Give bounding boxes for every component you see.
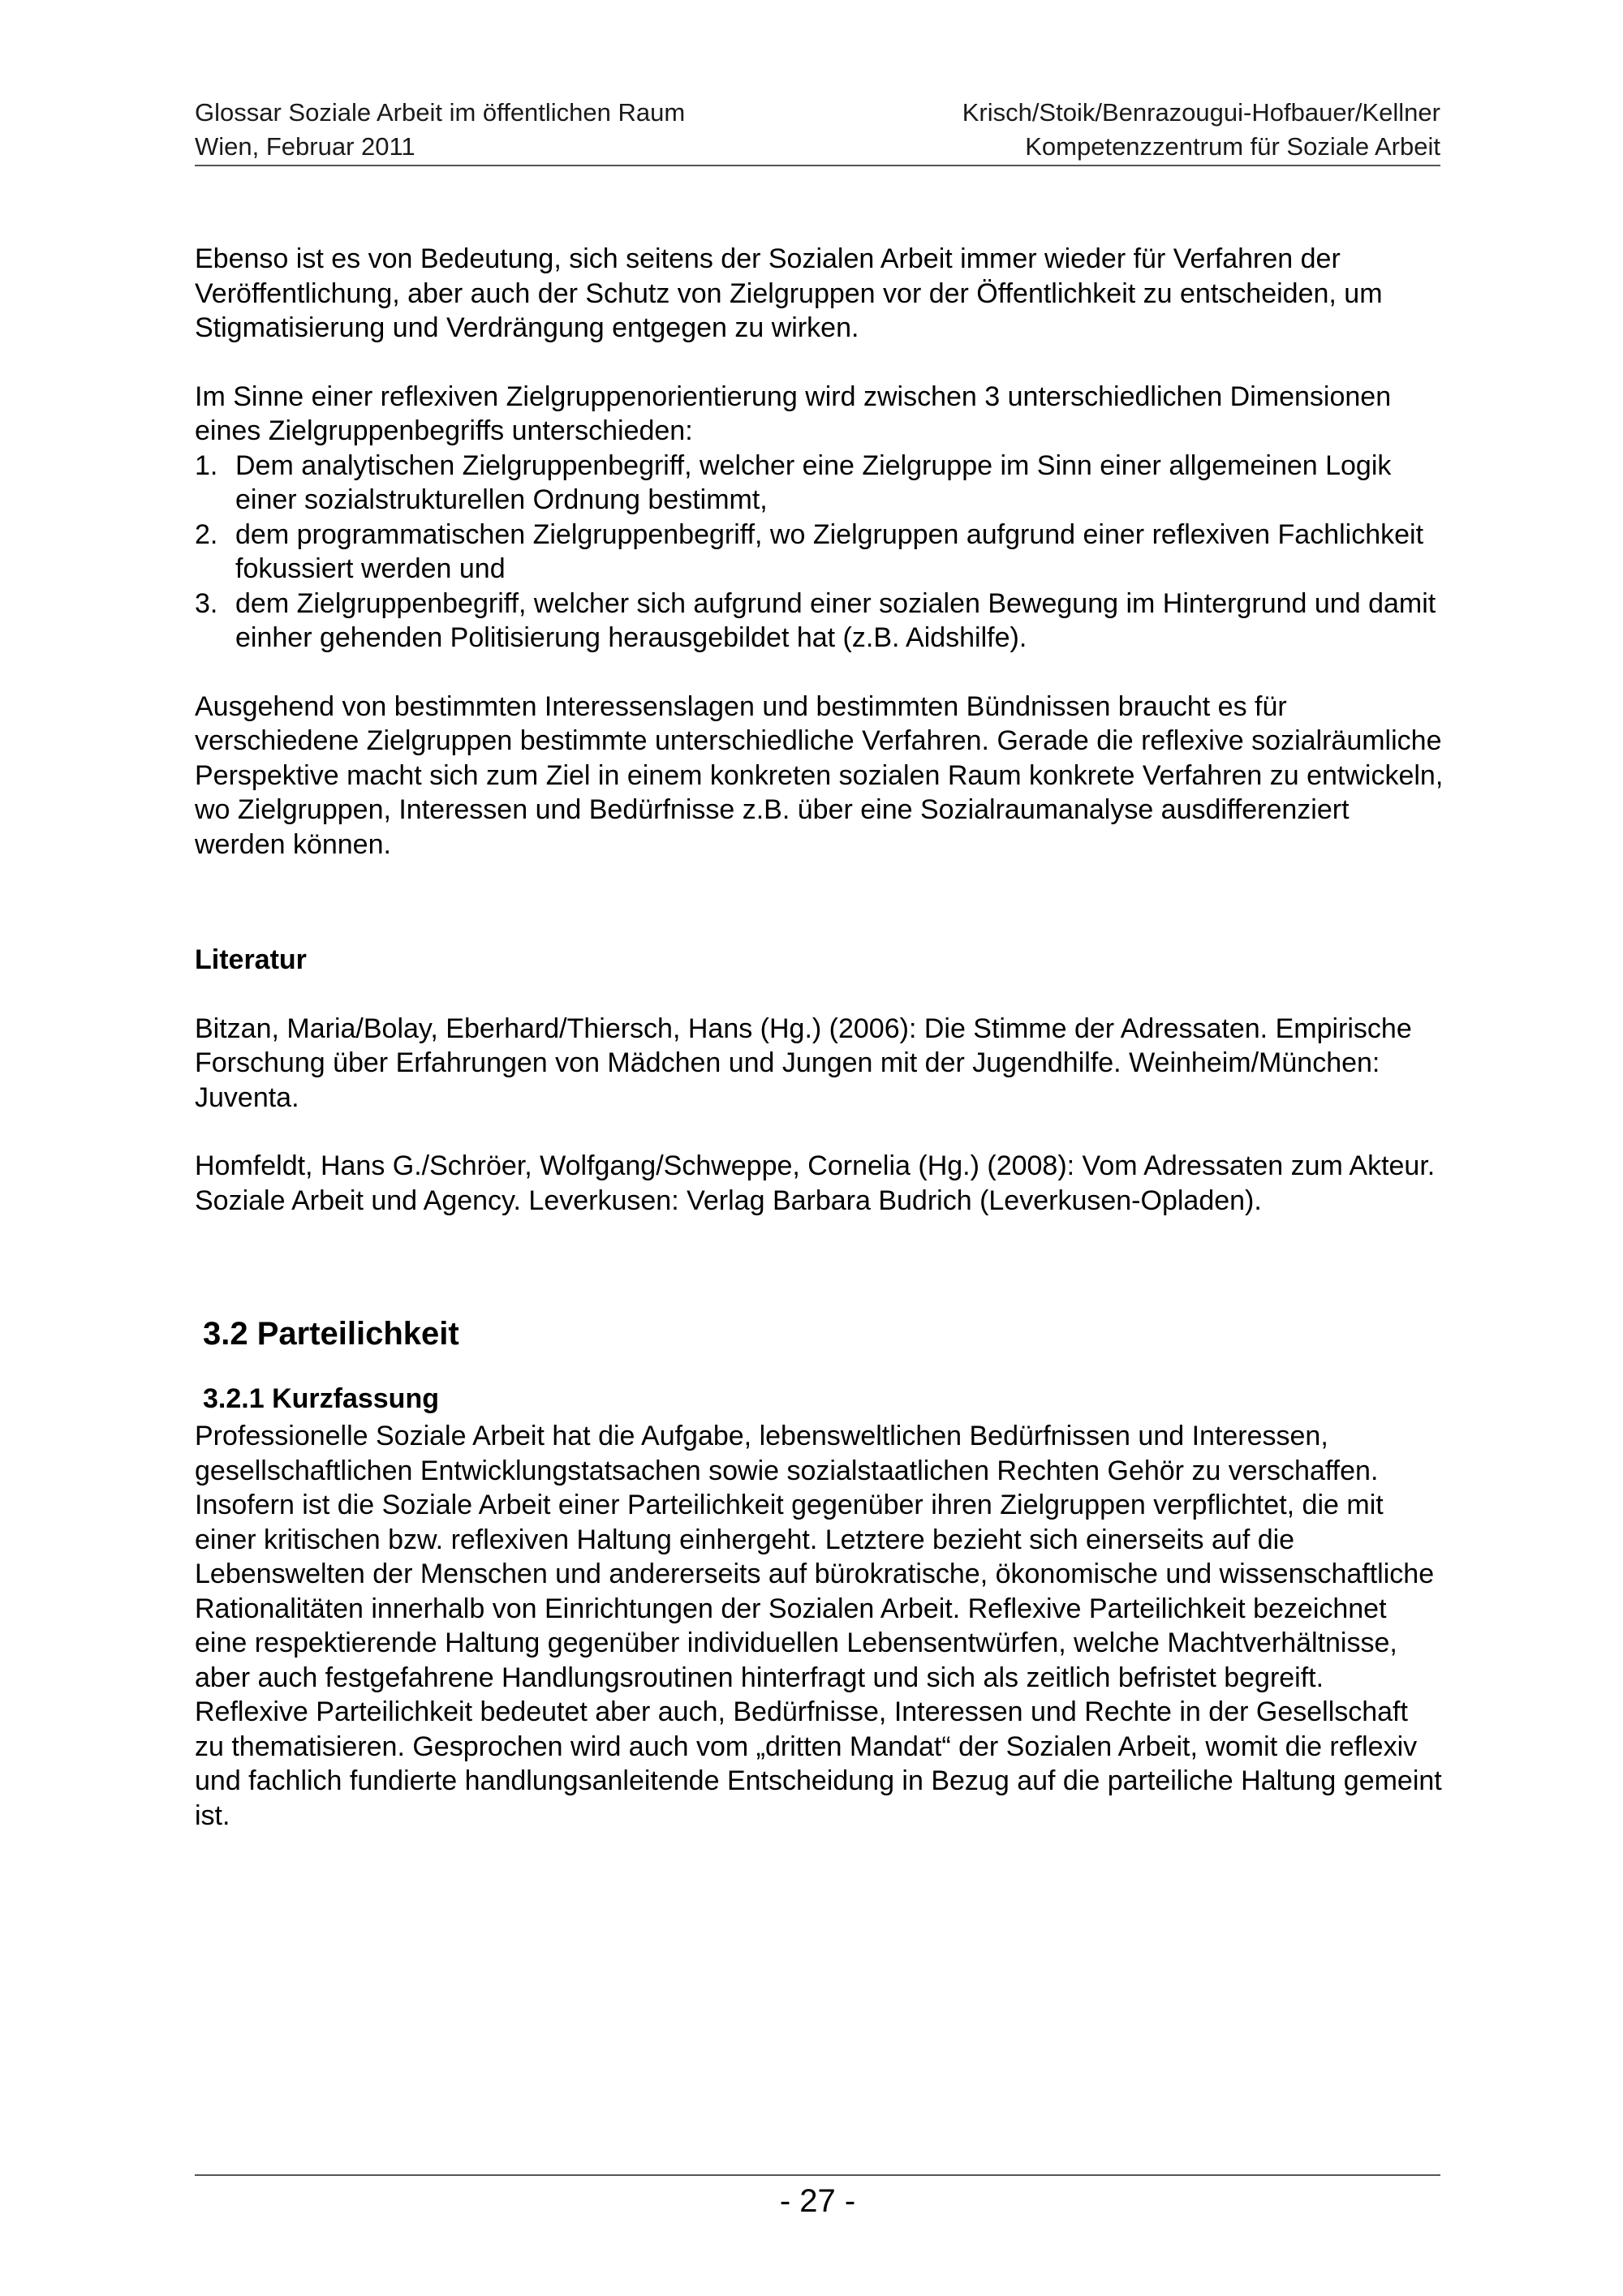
- header-title: Glossar Soziale Arbeit im öffentlichen Raum: [195, 98, 686, 127]
- list-item-number: 1.: [195, 449, 218, 481]
- paragraph-publicity: Ebenso ist es von Bedeutung, sich seitens der Sozialen Arbeit immer wieder für Verfahren der Veröffentlichung, aber auch der Schutz von Zielgruppen vor der Öffentlichkeit zu entscheiden, um Stigmatisierung und Verdrängung entgegen zu wirken.: [195, 243, 1383, 343]
- target-group-dimensions-list: [195, 449, 1444, 656]
- list-item-text: dem Zielgruppenbegriff, welcher sich aufgrund einer sozialen Bewegung im Hintergrund und damit einher gehenden Politisierung herausgebildet hat (z.B. Aidshilfe).: [235, 587, 1436, 653]
- list-item-number: 2.: [195, 518, 218, 550]
- section-summary-text: Professionelle Soziale Arbeit hat die Aufgabe, lebensweltlichen Bedürfnissen und Interessen, gesellschaftlichen Entwicklungstatsachen sowie sozialstaatlichen Rechten Gehör zu verschaffen. Insofern ist die Soziale Arbeit einer Parteilichkeit gegenüber ihren Zielgruppen verpflichtet, die mit einer kritischen bzw. reflexiven Haltung einhergeht. Letztere bezieht sich einerseits auf die Lebenswelten der Menschen und andererseits auf bürokratische, ökonomische und wissenschaftliche Rationalitäten innerhalb von Einrichtungen der Sozialen Arbeit. Reflexive Parteilichkeit bezeichnet eine respektierende Haltung gegenüber individuellen Lebensentwürfen, welche Machtverhältnisse, aber auch festgefahrene Handlungsroutinen hinterfragt und sich als zeitlich befristet begreift. Reflexive Parteilichkeit bedeutet aber auch, Bedürfnisse, Interessen und Rechte in der Gesellschaft zu thematisieren. Gesprochen wird auch vom „dritten Mandat“ der Sozialen Arbeit, womit die reflexiv und fachlich fundierte handlungsanleitende Entscheidung in Bezug auf die parteiliche Haltung gemeint ist.: [195, 1421, 1442, 1831]
- page-body: [195, 242, 1444, 1833]
- literature-heading: Literatur: [195, 944, 307, 975]
- list-item: [195, 518, 1444, 587]
- header-divider: [195, 165, 1440, 166]
- list-item-text: dem programmatischen Zielgruppenbegriff, wo Zielgruppen aufgrund einer reflexiven Fachlichkeit fokussiert werden und: [235, 518, 1424, 584]
- paragraph-procedures: Ausgehend von bestimmten Interessenslagen und bestimmten Bündnissen braucht es für verschiedene Zielgruppen bestimmte unterschiedliche Verfahren. Gerade die reflexive sozialräumliche Perspektive macht sich zum Ziel in einem konkreten sozialen Raum konkrete Verfahren zu entwickeln, wo Zielgruppen, Interessen und Bedürfnisse z.B. über eine Sozialraumanalyse ausdifferenziert werden können.: [195, 690, 1444, 860]
- list-item: [195, 587, 1444, 656]
- paragraph-target-groups-intro: Im Sinne einer reflexiven Zielgruppenorientierung wird zwischen 3 unterschiedlichen Dimensionen eines Zielgruppenbegriffs unterschieden:: [195, 381, 1392, 446]
- section-heading: 3.2 Parteilichkeit: [203, 1316, 459, 1352]
- subsection-heading: 3.2.1 Kurzfassung: [203, 1383, 439, 1414]
- header-right: [962, 96, 1440, 164]
- footer-divider: [195, 2174, 1440, 2176]
- literature-reference: Bitzan, Maria/Bolay, Eberhard/Thiersch, Hans (Hg.) (2006): Die Stimme der Adressaten. Empirische Forschung über Erfahrungen von Mädchen und Jungen mit der Jugendhilfe. Weinheim/München: Juventa.: [195, 1013, 1412, 1113]
- header-date: Wien, Februar 2011: [195, 132, 415, 161]
- page-number: - 27 -: [779, 2183, 856, 2219]
- header-left: [195, 96, 685, 164]
- header-authors: Krisch/Stoik/Benrazougui-Hofbauer/Kellner: [962, 98, 1440, 127]
- header-institution: Kompetenzzentrum für Soziale Arbeit: [1025, 132, 1440, 161]
- list-item-number: 3.: [195, 587, 218, 619]
- list-item: [195, 449, 1444, 518]
- list-item-text: Dem analytischen Zielgruppenbegriff, welcher eine Zielgruppe im Sinn einer allgemeinen Logik einer sozialstrukturellen Ordnung bestimmt,: [235, 449, 1392, 515]
- literature-reference: Homfeldt, Hans G./Schröer, Wolfgang/Schweppe, Cornelia (Hg.) (2008): Vom Adressaten zum Akteur. Soziale Arbeit und Agency. Leverkusen: Verlag Barbara Budrich (Leverkusen-Opladen).: [195, 1150, 1436, 1216]
